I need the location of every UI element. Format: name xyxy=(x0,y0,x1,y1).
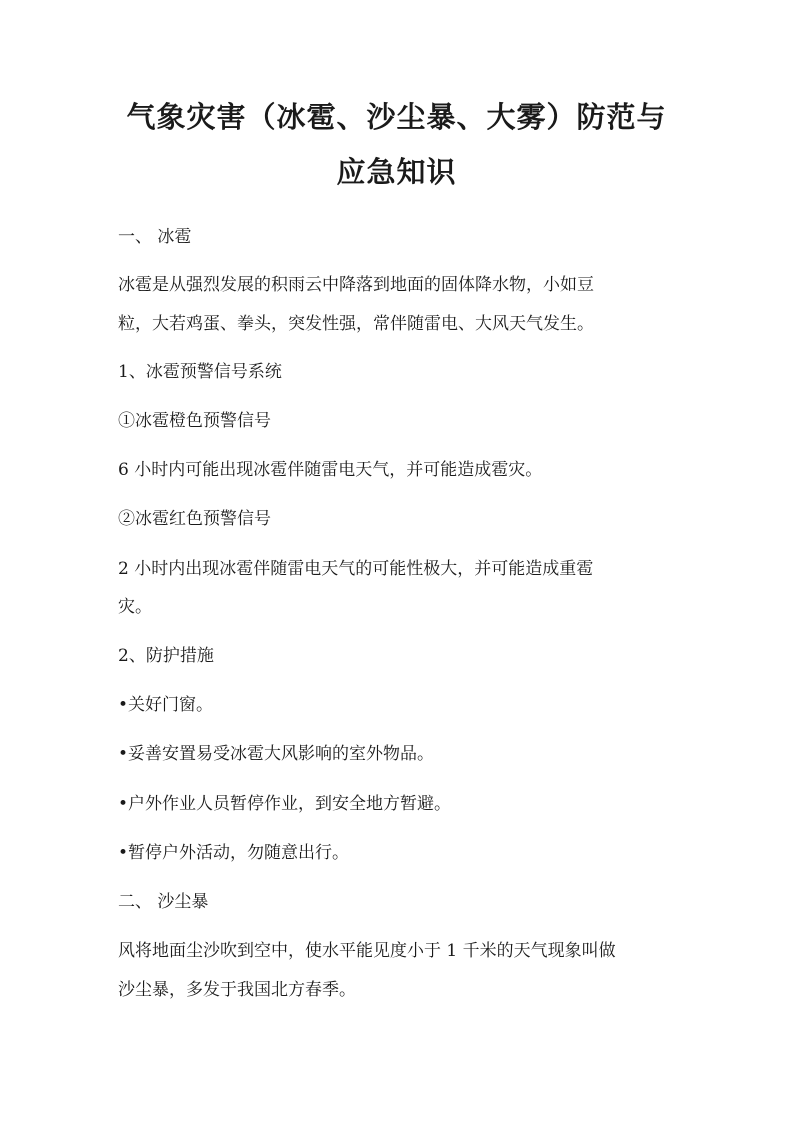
bullet-icon: • xyxy=(118,695,129,715)
subsection-warning-system-heading: 1、冰雹预警信号系统 xyxy=(118,362,282,382)
red-signal-description-line-2: 灾。 xyxy=(118,597,152,617)
bullet-icon: • xyxy=(118,744,129,764)
measure-text: 暂停户外活动，勿随意出行。 xyxy=(128,843,349,863)
bullet-icon: • xyxy=(118,843,129,863)
section-2-intro-line-2: 沙尘暴，多发于我国北方春季。 xyxy=(118,980,356,1000)
section-1-intro-line-1: 冰雹是从强烈发展的积雨云中降落到地面的固体降水物，小如豆 xyxy=(118,275,594,295)
section-1-heading: 一、 冰雹 xyxy=(118,227,192,247)
orange-signal-title: ①冰雹橙色预警信号 xyxy=(118,411,271,431)
measure-text: 户外作业人员暂停作业，到安全地方暂避。 xyxy=(128,794,451,814)
section-2-intro-line-1: 风将地面尘沙吹到空中，使水平能见度小于 1 千米的天气现象叫做 xyxy=(118,941,616,961)
section-2-heading: 二、 沙尘暴 xyxy=(118,892,209,912)
document-title-line-1: 气象灾害（冰雹、沙尘暴、大雾）防范与 xyxy=(126,100,667,134)
red-signal-title: ②冰雹红色预警信号 xyxy=(118,509,271,529)
bullet-icon: • xyxy=(118,794,129,814)
section-1-intro-line-2: 粒，大若鸡蛋、拳头，突发性强，常伴随雷电、大风天气发生。 xyxy=(118,314,594,334)
measure-text: 关好门窗。 xyxy=(128,695,213,715)
measure-list-item xyxy=(118,743,678,765)
measure-text: 妥善安置易受冰雹大风影响的室外物品。 xyxy=(128,744,434,764)
measure-list-item xyxy=(118,694,678,716)
subsection-protection-heading: 2、防护措施 xyxy=(118,646,214,666)
measure-list-item xyxy=(118,793,678,815)
red-signal-description-line-1: 2 小时内出现冰雹伴随雷电天气的可能性极大，并可能造成重雹 xyxy=(118,559,594,579)
document-title-line-2: 应急知识 xyxy=(336,155,457,189)
measure-list-item xyxy=(118,842,678,864)
orange-signal-description: 6 小时内可能出现冰雹伴随雷电天气，并可能造成雹灾。 xyxy=(118,460,543,480)
